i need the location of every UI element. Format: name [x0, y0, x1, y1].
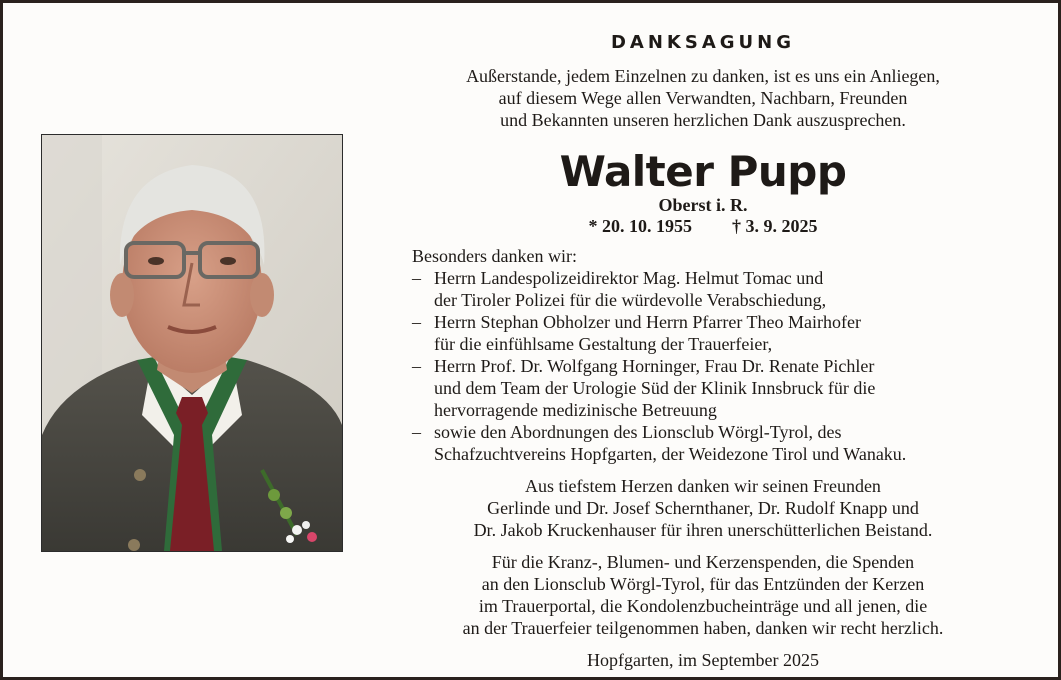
list-item-line: und dem Team der Urologie Süd der Klinik Innsbruck für die — [434, 378, 876, 398]
intro-line: und Bekannten unseren herzlichen Dank auszusprechen. — [500, 110, 906, 130]
death-date: † 3. 9. 2025 — [732, 216, 818, 236]
special-thanks-list — [403, 267, 1003, 465]
list-item-line: – sowie den Abordnungen des Lionsclub Wörgl-Tyrol, des — [434, 422, 842, 442]
friends-paragraph — [403, 475, 1003, 541]
deceased-name: Walter Pupp — [559, 147, 847, 196]
portrait-photo — [41, 134, 343, 552]
donation-line: an der Trauerfeier teilgenommen haben, danken wir recht herzlich. — [462, 618, 944, 638]
list-item-line: – Herrn Stephan Obholzer und Herrn Pfarrer Theo Mairhofer — [434, 312, 862, 332]
list-item — [412, 421, 1003, 465]
intro-paragraph — [403, 65, 1003, 131]
list-item-line: Schafzuchtvereins Hopfgarten, der Weidezone Tirol und Wanaku. — [434, 444, 907, 464]
list-item — [412, 311, 1003, 355]
life-dates — [403, 215, 1003, 237]
intro-line: auf diesem Wege allen Verwandten, Nachbarn, Freunden — [498, 88, 908, 108]
list-item-line: der Tiroler Polizei für die würdevolle Verabschiedung, — [434, 290, 827, 310]
intro-line: Außerstande, jedem Einzelnen zu danken, ist es uns ein Anliegen, — [466, 66, 940, 86]
deceased-rank: Oberst i. R. — [658, 195, 748, 215]
list-item-line: – Herrn Prof. Dr. Wolfgang Horninger, Frau Dr. Renate Pichler — [434, 356, 875, 376]
list-item — [412, 267, 1003, 311]
friends-line: Dr. Jakob Kruckenhauser für ihren unerschütterlichen Beistand. — [473, 520, 933, 540]
friends-line: Aus tiefstem Herzen danken wir seinen Freunden — [525, 476, 881, 496]
donation-line: im Trauerportal, die Kondolenzbucheinträge und all jenen, die — [478, 596, 928, 616]
page-title: DANKSAGUNG — [610, 32, 795, 53]
list-item-line: – Herrn Landespolizeidirektor Mag. Helmut Tomac und — [434, 268, 824, 288]
list-item — [412, 355, 1003, 421]
friends-line: Gerlinde und Dr. Josef Schernthaner, Dr. Rudolf Knapp und — [487, 498, 919, 518]
donation-line: an den Lionsclub Wörgl-Tyrol, für das Entzünden der Kerzen — [481, 574, 925, 594]
place-date: Hopfgarten, im September 2025 — [587, 650, 819, 670]
birth-date: * 20. 10. 1955 — [588, 216, 692, 236]
list-item-line: für die einfühlsame Gestaltung der Trauerfeier, — [434, 334, 773, 354]
donation-paragraph — [403, 551, 1003, 639]
special-thanks-intro: Besonders danken wir: — [412, 246, 577, 266]
list-item-line: hervorragende medizinische Betreuung — [434, 400, 717, 420]
donation-line: Für die Kranz-, Blumen- und Kerzenspenden, die Spenden — [491, 552, 915, 572]
text-column — [403, 25, 1003, 671]
